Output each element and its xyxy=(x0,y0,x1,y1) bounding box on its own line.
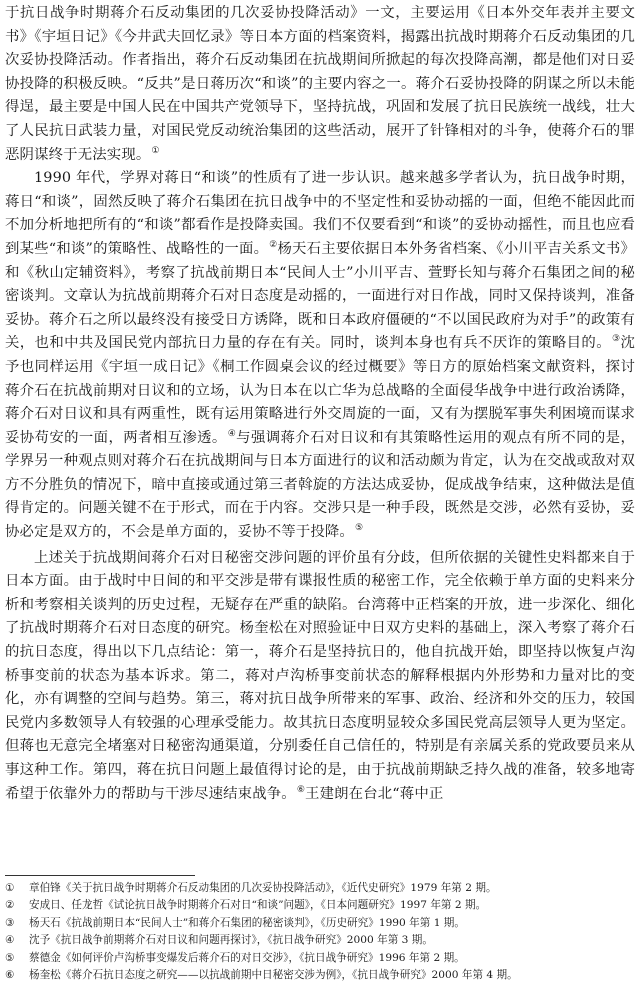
paragraph-3 xyxy=(5,547,635,807)
article-body xyxy=(5,2,635,806)
footnote-2-text: 安成日、任龙哲《试论抗日战争时期蒋介石对日“和谈”问题》，《日本问题研究》1997 年第 2 期。 xyxy=(29,899,487,912)
footnote-1 xyxy=(5,880,635,897)
paragraph-2-sentence-4: 与强调蒋介石对日议和有其策略性运用的观点有所不同的是，学界另一种观点则对蒋介石在抗战期间与日本方面进行的议和活动颇为肯定，认为在交战或敌对双方不分胜负的情况下，暗中直接或通过第三者斡旋的方法达成妥协，促成战争结束，这种做法是值得肯定的。问题关键不在于形式，而在于内容。交涉只是一种手段，既然是交涉，必然有妥协，妥协必定是双方的，不会是单方面的，妥协不等于投降。 xyxy=(5,429,635,541)
footnote-5-text: 蔡德金《如何评价卢沟桥事变爆发后蒋介石的对日交涉》，《抗日战争研究》1996 年第 2 期。 xyxy=(29,951,465,964)
footnote-3-mark: ③ xyxy=(5,916,15,929)
footnote-1-text: 章伯锋《关于抗日战争时期蒋介石反动集团的几次妥协投降活动》，《近代史研究》1979 年第 2 期。 xyxy=(29,882,497,894)
footnote-5 xyxy=(5,950,635,967)
footnote-3 xyxy=(5,915,635,932)
paragraph-2 xyxy=(5,167,635,545)
footnote-5-mark: ⑤ xyxy=(5,951,15,964)
footnote-4 xyxy=(5,932,635,949)
footnote-2 xyxy=(5,897,635,914)
footnote-ref-5[interactable]: ⑤ xyxy=(354,523,364,534)
footnote-ref-3[interactable]: ③ xyxy=(612,334,621,345)
paragraph-3-tail: 王建朗在台北“蒋中正 xyxy=(305,785,444,802)
footnote-1-mark: ① xyxy=(5,882,15,894)
paragraph-2-sentence-1: 1990 年代，学界对蒋日“和谈”的性质有了进一步认识。越来越多学者认为，抗日战争时期，蒋日“和谈”，固然反映了蒋介石集团在抗日战争中的不坚定性和妥协动摇的一面，但绝不能因此而不加分析地把所有的“和谈”都看作是投降卖国。我们不仅要看到“和谈”的妥协动摇性，而且也应看到某些“和谈”的策略性、战略性的一面。 xyxy=(5,170,635,257)
footnote-ref-1[interactable]: ① xyxy=(151,145,160,156)
footnote-4-mark: ④ xyxy=(5,934,15,947)
paragraph-3-text: 上述关于抗战期间蒋介石对日秘密交涉问题的评价虽有分歧，但所依据的关键性史料都来自于日本方面。由于战时中日间的和平交涉是带有谍报性质的秘密工作，完全依赖于单方面的史料来分析和考察相关谈判的历史过程，无疑存在严重的缺陷。台湾蒋中正档案的开放，进一步深化、细化了抗战时期蒋介石对日态度的研究。杨奎松在对照验证中日双方史料的基础上，深入考察了蒋介石的抗日态度，得出以下几点结论：第一，蒋介石是坚持抗日的，他自抗战开始，即坚持以恢复卢沟桥事变前的状态为基本诉求。第二，蒋对卢沟桥事变前状态的解释根据内外形势和力量对比的变化，亦有调整的空间与趋势。第三，蒋对抗日战争所带来的军事、政治、经济和外交的压力，较国民党内多数领导人有较强的心理承受能力。故其抗日态度明显较众多国民党高层领导人更为坚定。但蒋也无意完全堵塞对日秘密沟通渠道，分别委任自己信任的，特别是有亲属关系的党政要员来从事这种工作。第四，蒋在抗日问题上最值得讨论的是，由于抗战前期缺乏持久战的准备，较多地寄希望于依靠外力的帮助与干涉尽速结束战争。 xyxy=(5,549,635,802)
paragraph-1-text: 于抗日战争时期蒋介石反动集团的几次妥协投降活动》一文，主要运用《日本外交年表并主要文书》《宇垣日记》《今井武夫回忆录》等日本方面的档案资料，揭露出抗战时期蒋介石反动集团的几次妥协投降活动。作者指出，蒋介石反动集团在抗战期间所掀起的每次投降高潮，都是他们对日妥协投降的积极反映。“反共”是日蒋历次“和谈”的主要内容之一。蒋介石妥协投降的阴谋之所以未能得逞，最主要是中国人民在中国共产党领导下，坚持抗战，巩固和发展了抗日民族统一战线，壮大了人民抗日武装力量，对国民党反动统治集团的这些活动，展开了针锋相对的斗争，使蒋介石的罪恶阴谋终于无法实现。 xyxy=(5,5,635,163)
footnote-4-text: 沈予《抗日战争前期蒋介石对日议和问题再探讨》，《抗日战争研究》2000 年第 3 期。 xyxy=(29,934,433,947)
footnote-list xyxy=(5,880,635,984)
footnote-ref-6[interactable]: ⑥ xyxy=(296,784,306,795)
footnote-6-text: 杨奎松《蒋介石抗日态度之研究——以抗战前期中日秘密交涉为例》，《抗日战争研究》2000 年第 4 期。 xyxy=(29,969,518,982)
footnote-6 xyxy=(5,967,635,984)
paragraph-2-sentence-3: 沈予也同样运用《宇垣一成日记》《桐工作圆桌会议的经过概要》等日方的原始档案文献资料，探讨蒋介石在抗战前期对日议和的立场，认为日本在以亡华为总战略的全面侵华战争中进行政治诱降，蒋介石对日议和具有两重性，既有运用策略进行外交周旋的一面，又有为摆脱军事失利困境而谋求妥协苟安的一面，两者相互渗透。 xyxy=(5,335,636,446)
footnote-3-text: 杨天石《抗战前期日本“民间人士”和蒋介石集团的秘密谈判》，《历史研究》1990 年第 1 期。 xyxy=(29,916,465,929)
paragraph-1 xyxy=(5,2,635,167)
footnote-6-mark: ⑥ xyxy=(5,969,15,982)
footnote-2-mark: ② xyxy=(5,899,15,912)
footnote-ref-4[interactable]: ④ xyxy=(227,428,237,439)
footnote-divider xyxy=(5,875,195,876)
paragraph-2-sentence-2: 杨天石主要依据日本外务省档案、《小川平吉关系文书》和《秋山定辅资料》，考察了抗战前期日本“民间人士”小川平吉、萱野长知与蒋介石集团之间的秘密谈判。文章认为抗战前期蒋介石对日态度是动摇的，一面进行对日作战，同时又保持谈判，准备妥协。蒋介石之所以最终没有接受日方诱降，既和日本政府僵硬的“不以国民政府为对手”的政策有关，也和中共及国民党内部抗日力量的存在有关。同时，谈判本身也有兵不厌诈的策略目的。 xyxy=(5,240,635,352)
footnote-ref-2[interactable]: ② xyxy=(269,239,278,250)
